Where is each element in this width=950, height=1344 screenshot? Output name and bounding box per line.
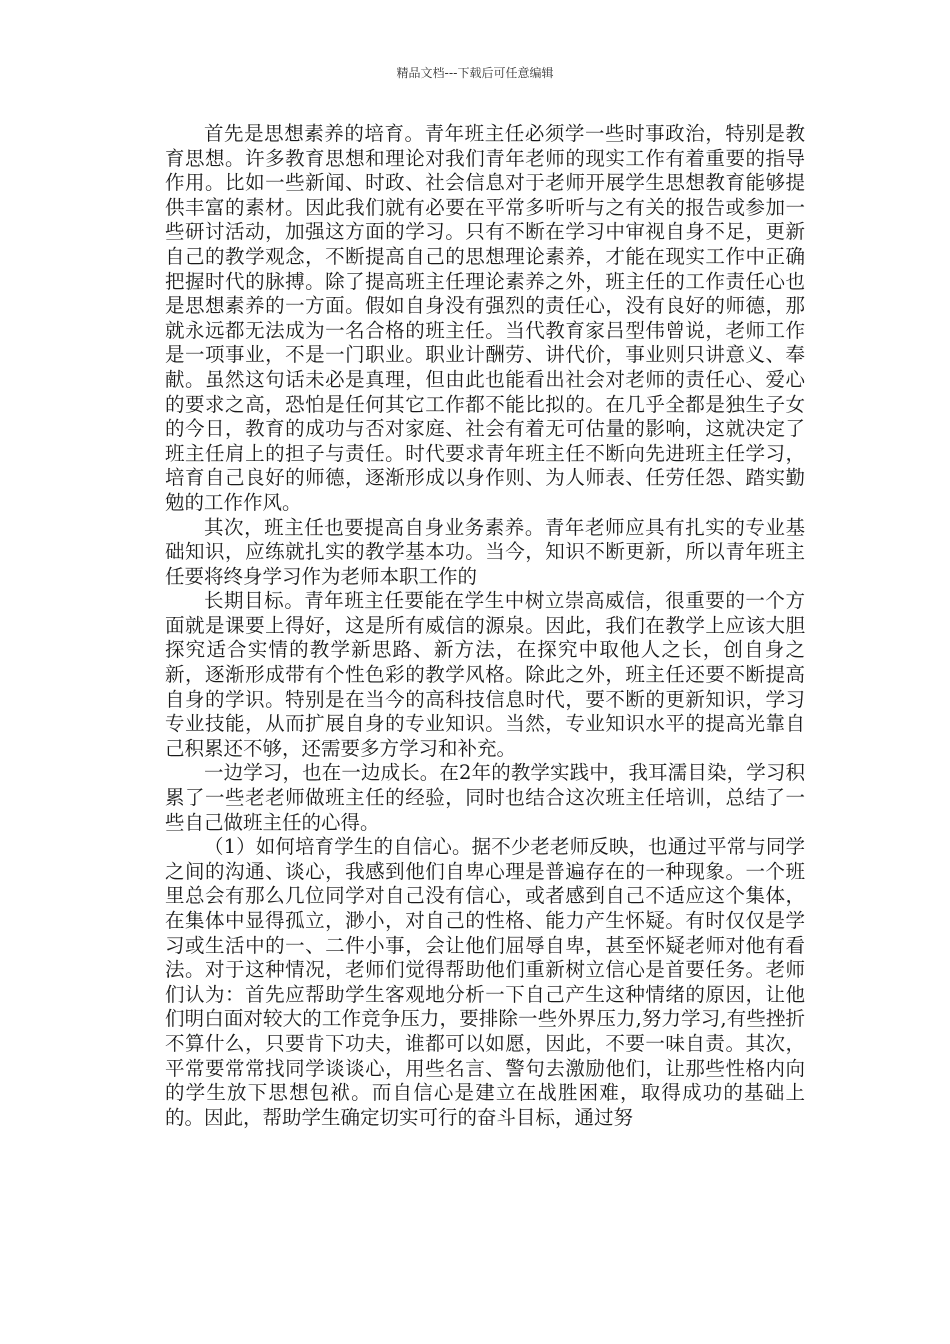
paragraph-professional-literacy: 其次，班主任也要提高自身业务素养。青年老师应具有扎实的专业基础知识，应练就扎实的教学基本功。当今，知识不断更新，所以青年班主任要将终身学习作为老师本职工作的 xyxy=(165,515,805,588)
page-header: 精品文档---下载后可任意编辑 xyxy=(396,66,554,80)
paragraph-long-term-goal: 长期目标。青年班主任要能在学生中树立崇高威信，很重要的一个方面就是课要上得好，这是所有威信的源泉。因此，我们在教学上应该大胆探究适合实情的教学新思路、新方法，在探究中取他人之长，创自身之新，逐渐形成带有个性色彩的教学风格。除此之外，班主任还要不断提高自身的学识。特别是在当今的高科技信息时代，要不断的更新知识，学习专业技能，从而扩展自身的专业知识。当然，专业知识水平的提高光靠自己积累还不够，还需要多方学习和补充。 xyxy=(165,589,805,760)
paragraph-self-confidence: （1）如何培育学生的自信心。据不少老老师反映，也通过平常与同学之间的沟通、谈心，我感到他们自卑心理是普遍存在的一种现象。一个班里总会有那么几位同学对自己没有信心，或者感到自己不适应这个集体，在集体中显得孤立，渺小，对自己的性格、能力产生怀疑。有时仅仅是学习或生活中的一、二件小事，会让他们屈辱自卑，甚至怀疑老师对他有看法。对于这种情况，老师们觉得帮助他们重新树立信心是首要任务。老师们认为：首先应帮助学生客观地分析一下自己产生这种情绪的原因，让他们明白面对较大的工作竞争压力，要排除一些外界压力,努力学习,有些挫折不算什么，只要肯下功夫，谁都可以如愿，因此，不要一味自责。其次，平常要常常找同学谈谈心，用些名言、警句去激励他们，让那些性格内向的学生放下思想包袱。而自信心是建立在战胜困难，取得成功的基础上的。因此，帮助学生确定切实可行的奋斗目标，通过努 xyxy=(165,835,805,1129)
paragraph-ideological-literacy: 首先是思想素养的培育。青年班主任必须学一些时事政治，特别是教育思想。许多教育思想和理论对我们青年老师的现实工作有着重要的指导作用。比如一些新闻、时政、社会信息对于老师开展学生思想教育能够提供丰富的素材。因此我们就有必要在平常多听听与之有关的报告或参加一些研讨活动，加强这方面的学习。只有不断在学习中审视自身不足，更新自己的教学观念，不断提高自己的思想理论素养，才能在现实工作中正确把握时代的脉搏。除了提高班主任理论素养之外，班主任的工作责任心也是思想素养的一方面。假如自身没有强烈的责任心，没有良好的师德，那就永远都无法成为一名合格的班主任。当代教育家吕型伟曾说，老师工作是一项事业，不是一门职业。职业计酬劳、讲代价，事业则只讲意义、奉献。虽然这句话未必是真理，但由此也能看出社会对老师的责任心、爱心的要求之高，恐怕是任何其它工作都不能比拟的。在几乎全都是独生子女的今日，教育的成功与否对家庭、社会有着无可估量的影响，这就决定了班主任肩上的担子与责任。时代要求青年班主任不断向先进班主任学习，培育自己良好的师德，逐渐形成以身作则、为人师表、任劳任怨、踏实勤勉的工作作风。 xyxy=(165,122,805,514)
paragraph-learning-growth: 一边学习，也在一边成长。在2年的教学实践中，我耳濡目染，学习积累了一些老老师做班主任的经验，同时也结合这次班主任培训，总结了一些自己做班主任的心得。 xyxy=(165,761,805,834)
document-body xyxy=(165,122,805,1130)
